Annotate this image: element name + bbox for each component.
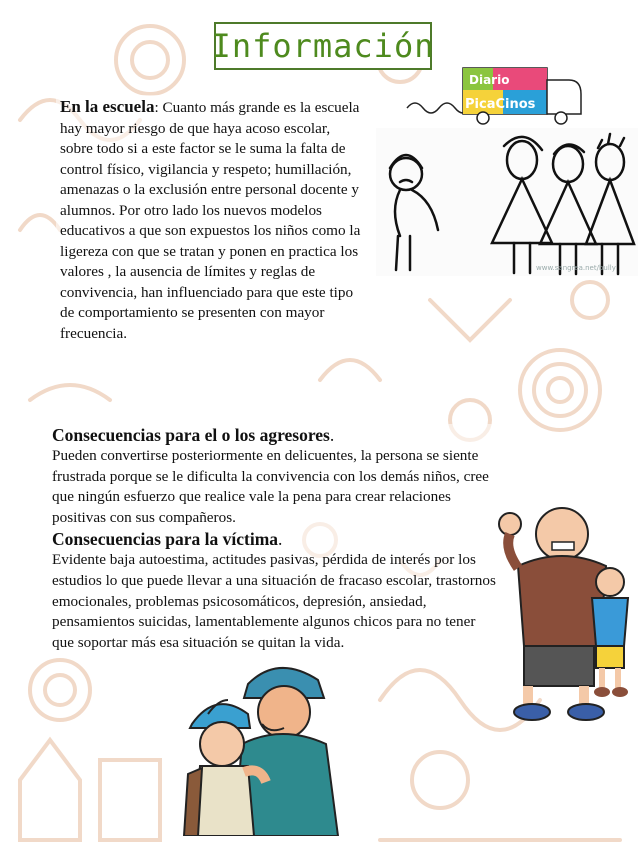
logo-word-picacinos: PicaCinos <box>465 97 536 112</box>
logo-word-diario: Diario <box>469 73 510 87</box>
aggressors-heading-end: . <box>329 425 335 445</box>
victim-comfort-illustration <box>178 654 354 836</box>
title-box <box>211 22 435 70</box>
diario-logo <box>405 64 585 126</box>
image-credit: www.sangrea.net/bully <box>536 264 616 272</box>
victim-heading-end: . <box>278 529 283 550</box>
aggressors-heading <box>52 424 500 446</box>
victim-heading <box>52 528 500 550</box>
aggressors-heading-text: Consecuencias para el o los agresores <box>52 425 330 445</box>
excluded-child-illustration <box>376 128 638 276</box>
page-title: Información <box>211 27 435 65</box>
victim-heading-text: Consecuencias para la víctima <box>52 529 279 550</box>
intro-paragraph <box>56 95 368 348</box>
bully-illustration <box>488 486 638 726</box>
victim-text: Evidente baja autoestima, actitudes pasivas, pérdida de interés por los estudios lo que puede llevar a una situación de fracaso escolar, trastornos emocionales, problemas psicosomáticos, depresión, ansiedad, pensamientos suicidas, lamentablemente algunos chicos para no tener que soportar más esa situación se quitan la vida. <box>52 551 496 651</box>
intro-lead: En la escuela <box>60 97 155 116</box>
consequences-section <box>52 424 500 653</box>
aggressors-text: Pueden convertirse posteriormente en delicuentes, la persona se siente frustrada porque se le dificulta la convivencia con los demás niños, cree que ningún esfuerzo que realice vale la pena para crear relaciones positivas con sus compañeros. <box>52 447 489 526</box>
intro-text: : Cuanto más grande es la escuela hay mayor riesgo de que haya acoso escolar, sobre todo si a este factor se le suma la falta de control físico, vigilancia y respeto; humillación, amenazas o la exclusión entre personal docente y alumnos. Por otro lado los nuevos modelos educativos a que son expuestos los niños como la ligereza con que se tratan y ponen en practica los valores , la ausencia de límites y reglas de convivencia, han influenciado para que este tipo de comportamiento se presenten con mayor frecuencia. <box>60 99 361 342</box>
